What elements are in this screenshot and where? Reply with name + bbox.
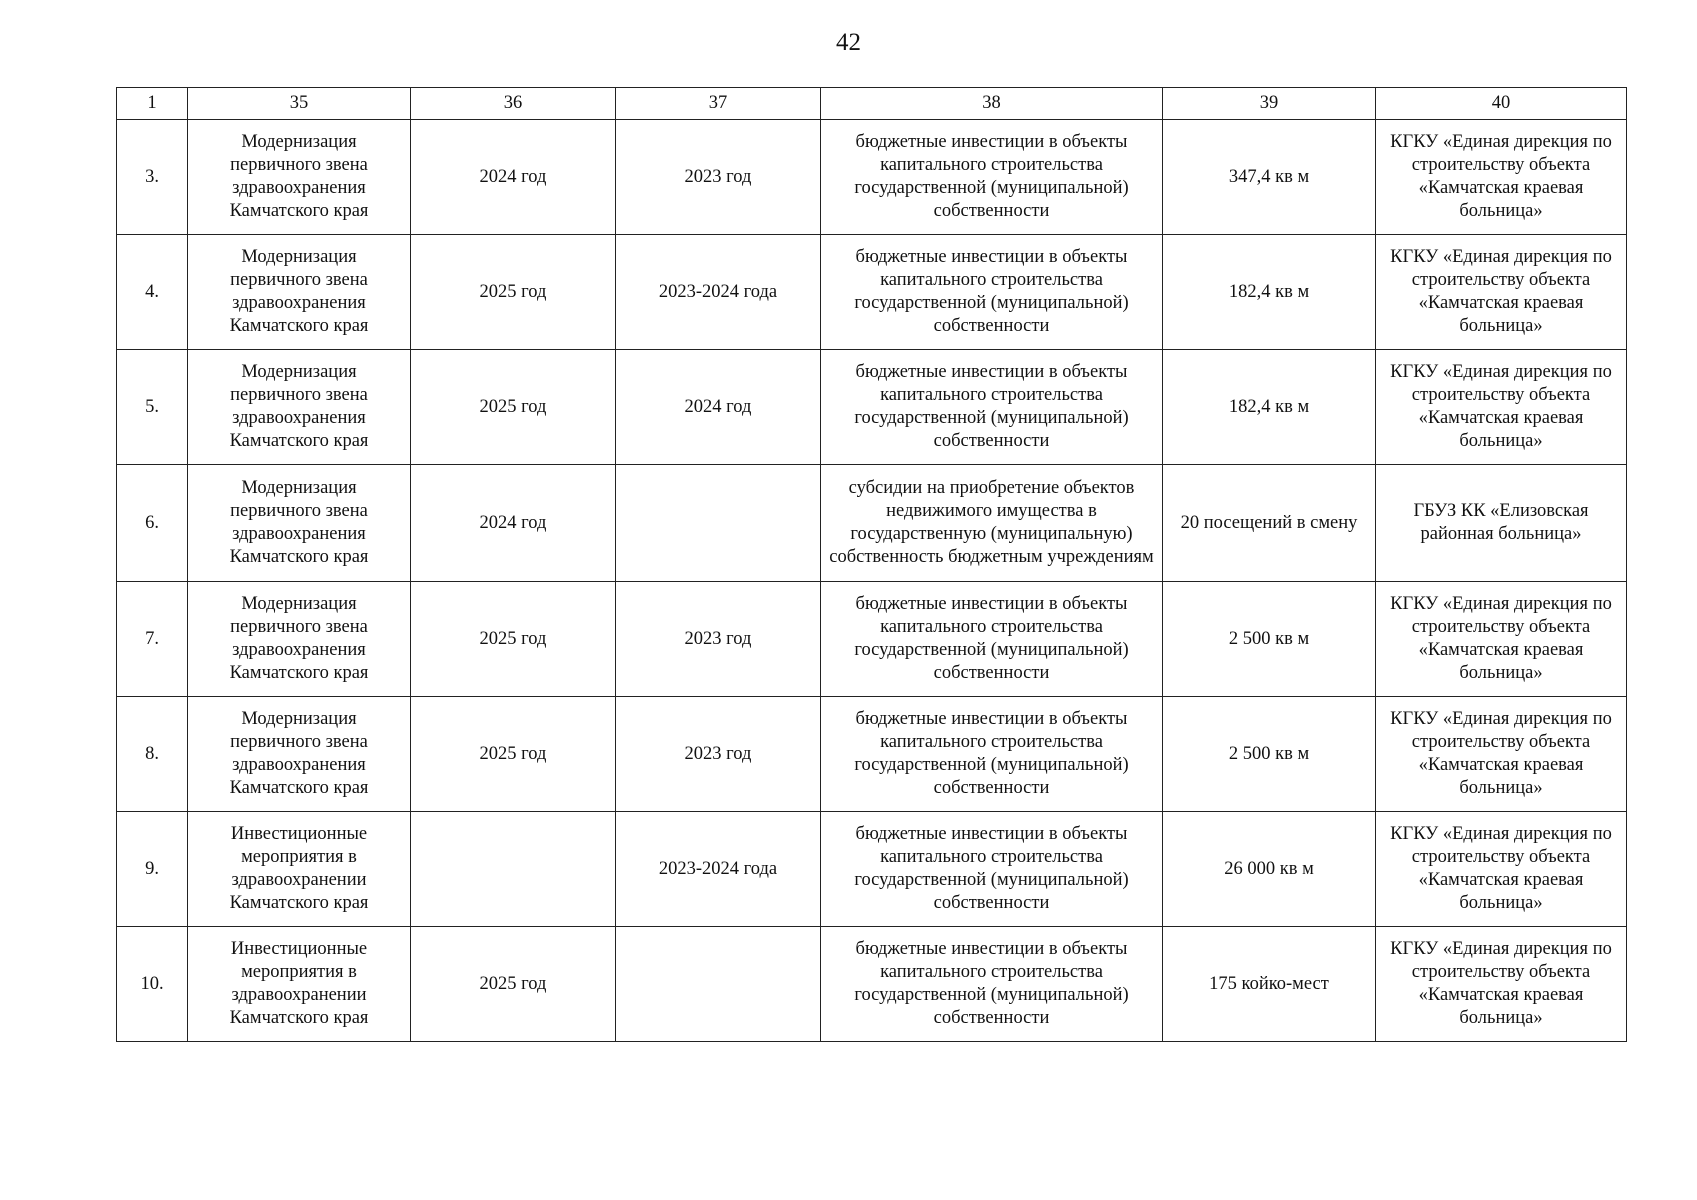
capacity-cell: 2 500 кв м xyxy=(1163,582,1376,697)
table-row xyxy=(117,927,1627,1042)
table-row xyxy=(117,350,1627,465)
event-name-cell: Модернизация первичного звена здравоохранения Камчатского края xyxy=(188,120,411,235)
organization-cell: КГКУ «Единая дирекция по строительству объекта «Камчатская краевая больница» xyxy=(1376,927,1627,1042)
table-row xyxy=(117,582,1627,697)
col-36-cell: 2024 год xyxy=(411,120,616,235)
table-row xyxy=(117,235,1627,350)
col-36-cell: 2025 год xyxy=(411,697,616,812)
col-37-cell: 2024 год xyxy=(616,350,821,465)
row-number-cell: 4. xyxy=(117,235,188,350)
capacity-cell: 20 посещений в смену xyxy=(1163,465,1376,582)
event-name-cell: Модернизация первичного звена здравоохранения Камчатского края xyxy=(188,582,411,697)
table-header-row xyxy=(117,88,1627,120)
col-36-cell: 2025 год xyxy=(411,235,616,350)
investment-type-cell: бюджетные инвестиции в объекты капитального строительства государственной (муниципальной) собственности xyxy=(821,582,1163,697)
row-number-cell: 10. xyxy=(117,927,188,1042)
header-cell-col-40: 40 xyxy=(1376,88,1627,120)
header-cell-col-35: 35 xyxy=(188,88,411,120)
table-row xyxy=(117,465,1627,582)
event-name-cell: Модернизация первичного звена здравоохранения Камчатского края xyxy=(188,350,411,465)
col-36-cell: 2025 год xyxy=(411,350,616,465)
row-number-cell: 5. xyxy=(117,350,188,465)
capacity-cell: 175 койко-мест xyxy=(1163,927,1376,1042)
investment-type-cell: бюджетные инвестиции в объекты капитального строительства государственной (муниципальной) собственности xyxy=(821,697,1163,812)
header-cell-col-38: 38 xyxy=(821,88,1163,120)
row-number-cell: 8. xyxy=(117,697,188,812)
event-name-cell: Инвестиционные мероприятия в здравоохранении Камчатского края xyxy=(188,927,411,1042)
capacity-cell: 2 500 кв м xyxy=(1163,697,1376,812)
header-cell-col-36: 36 xyxy=(411,88,616,120)
col-36-cell: 2024 год xyxy=(411,465,616,582)
event-name-cell: Модернизация первичного звена здравоохранения Камчатского края xyxy=(188,697,411,812)
event-name-cell: Модернизация первичного звена здравоохранения Камчатского края xyxy=(188,235,411,350)
table-row xyxy=(117,812,1627,927)
organization-cell: КГКУ «Единая дирекция по строительству объекта «Камчатская краевая больница» xyxy=(1376,120,1627,235)
investment-type-cell: бюджетные инвестиции в объекты капитального строительства государственной (муниципальной) собственности xyxy=(821,927,1163,1042)
investment-type-cell: бюджетные инвестиции в объекты капитального строительства государственной (муниципальной) собственности xyxy=(821,812,1163,927)
table-row xyxy=(117,697,1627,812)
row-number-cell: 9. xyxy=(117,812,188,927)
organization-cell: КГКУ «Единая дирекция по строительству объекта «Камчатская краевая больница» xyxy=(1376,235,1627,350)
col-37-cell: 2023 год xyxy=(616,582,821,697)
event-name-cell: Модернизация первичного звена здравоохранения Камчатского края xyxy=(188,465,411,582)
investment-type-cell: бюджетные инвестиции в объекты капитального строительства государственной (муниципальной) собственности xyxy=(821,235,1163,350)
investment-type-cell: субсидии на приобретение объектов недвижимого имущества в государственную (муниципальную) собственность бюджетным учреждениям xyxy=(821,465,1163,582)
capacity-cell: 182,4 кв м xyxy=(1163,350,1376,465)
organization-cell: КГКУ «Единая дирекция по строительству объекта «Камчатская краевая больница» xyxy=(1376,582,1627,697)
page-number: 42 xyxy=(836,29,861,56)
col-36-cell: 2025 год xyxy=(411,582,616,697)
capacity-cell: 26 000 кв м xyxy=(1163,812,1376,927)
header-cell-col-39: 39 xyxy=(1163,88,1376,120)
organization-cell: ГБУЗ КК «Елизовская районная больница» xyxy=(1376,465,1627,582)
header-cell-col-37: 37 xyxy=(616,88,821,120)
organization-cell: КГКУ «Единая дирекция по строительству объекта «Камчатская краевая больница» xyxy=(1376,697,1627,812)
col-37-cell: 2023-2024 года xyxy=(616,812,821,927)
organization-cell: КГКУ «Единая дирекция по строительству объекта «Камчатская краевая больница» xyxy=(1376,812,1627,927)
col-37-cell: 2023 год xyxy=(616,697,821,812)
organization-cell: КГКУ «Единая дирекция по строительству объекта «Камчатская краевая больница» xyxy=(1376,350,1627,465)
col-37-cell: 2023-2024 года xyxy=(616,235,821,350)
event-name-cell: Инвестиционные мероприятия в здравоохранении Камчатского края xyxy=(188,812,411,927)
col-36-cell: 2025 год xyxy=(411,927,616,1042)
col-37-cell xyxy=(616,927,821,1042)
table-row xyxy=(117,120,1627,235)
investment-type-cell: бюджетные инвестиции в объекты капитального строительства государственной (муниципальной) собственности xyxy=(821,350,1163,465)
col-37-cell xyxy=(616,465,821,582)
row-number-cell: 7. xyxy=(117,582,188,697)
capacity-cell: 182,4 кв м xyxy=(1163,235,1376,350)
row-number-cell: 3. xyxy=(117,120,188,235)
row-number-cell: 6. xyxy=(117,465,188,582)
investment-type-cell: бюджетные инвестиции в объекты капитального строительства государственной (муниципальной) собственности xyxy=(821,120,1163,235)
col-36-cell xyxy=(411,812,616,927)
capacity-cell: 347,4 кв м xyxy=(1163,120,1376,235)
document-table xyxy=(116,87,1627,1042)
col-37-cell: 2023 год xyxy=(616,120,821,235)
header-cell-col-1: 1 xyxy=(117,88,188,120)
